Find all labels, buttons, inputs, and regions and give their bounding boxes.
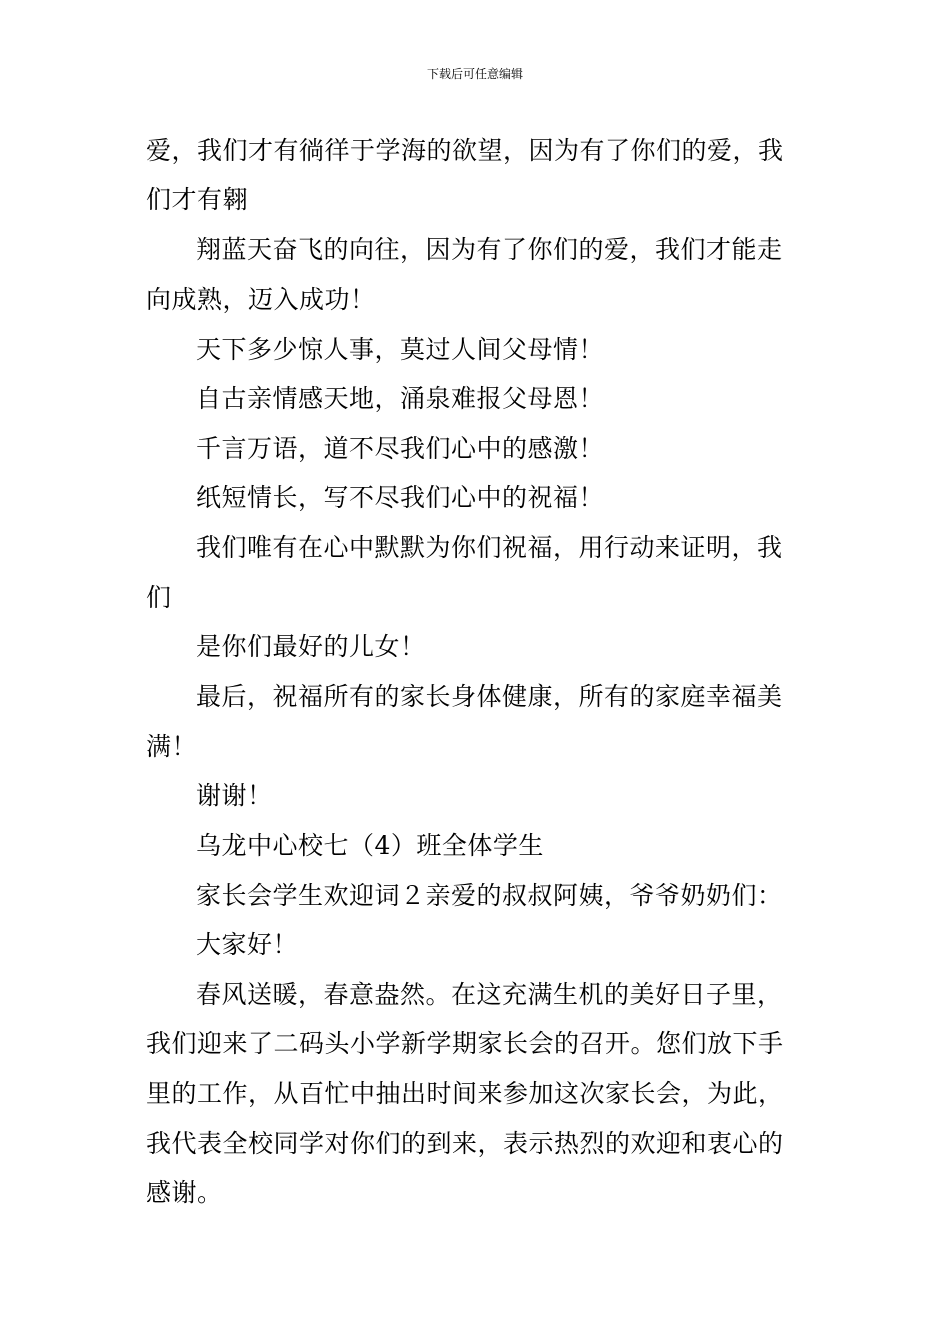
paragraph-line: 家长会学生欢迎词２亲爱的叔叔阿姨，爷爷奶奶们： [196,881,783,910]
paragraph-line: 春风送暖，春意盎然。在这充满生机的美好日子里， [196,980,783,1009]
paragraph-line: 是你们最好的儿女！ [196,632,426,661]
paragraph-line: 翔蓝天奋飞的向往，因为有了你们的爱，我们才能走 [196,235,783,264]
paragraph-line: 乌龙中心校七（4）班全体学生 [196,831,544,860]
paragraph-line: 我代表全校同学对你们的到来，表示热烈的欢迎和衷心的 [146,1129,784,1158]
page-header-note: 下载后可任意编辑 [426,67,523,81]
paragraph-line: 最后，祝福所有的家长身体健康，所有的家庭幸福美 [196,682,783,711]
paragraph-line: 自古亲情感天地，涌泉难报父母恩！ [196,384,605,413]
paragraph-line: 们才有翱 [146,185,249,214]
paragraph-line: 谢谢！ [196,781,273,810]
paragraph-line: 爱，我们才有徜徉于学海的欲望，因为有了你们的爱，我 [146,136,784,165]
paragraph-line: 们 [146,583,172,612]
paragraph-line: 天下多少惊人事，莫过人间父母情！ [196,335,605,364]
paragraph-line: 感谢。 [146,1178,223,1207]
paragraph-line: 大家好！ [196,930,299,959]
paragraph-line: 我们迎来了二码头小学新学期家长会的召开。您们放下手 [146,1029,784,1058]
paragraph-line: 向成熟，迈入成功！ [146,285,376,314]
paragraph-line: 满！ [146,732,198,761]
paragraph-line: 千言万语，道不尽我们心中的感激！ [196,434,605,463]
paragraph-line: 我们唯有在心中默默为你们祝福，用行动来证明，我 [196,533,783,562]
paragraph-line: 里的工作，从百忙中抽出时间来参加这次家长会，为此， [146,1079,784,1108]
paragraph-line: 纸短情长，写不尽我们心中的祝福！ [196,483,605,512]
